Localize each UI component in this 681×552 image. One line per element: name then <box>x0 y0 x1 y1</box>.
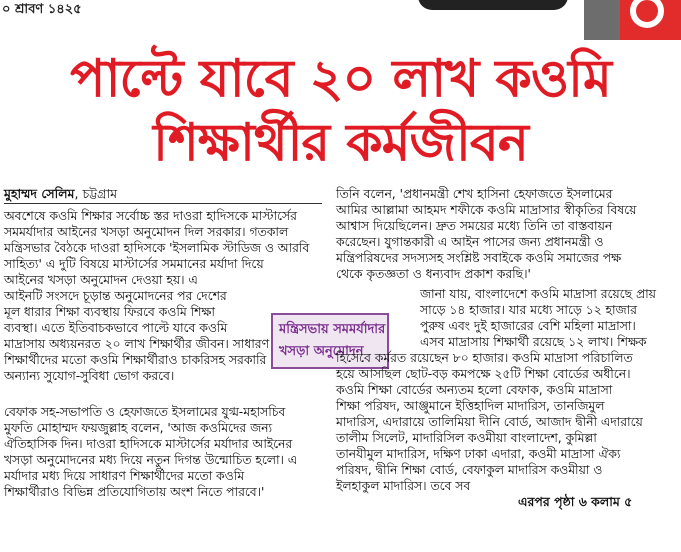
byline-rule <box>4 203 322 204</box>
right-line: আমির আল্লামা আহমদ শফীকে কওমি মাদ্রাসার স্বীকৃতির বিষয়ে <box>336 203 637 217</box>
right-line: জানা যায়, বাংলাদেশে কওমি মাদ্রাসা রয়েছে প্রায় <box>420 287 656 301</box>
headline-line-1: পাল্টে যাবে ২০ লাখ কওমি <box>70 49 611 109</box>
right-line: হয়ে আসছিল ছোট-বড় কমপক্ষে ২৫টি শিক্ষা বোর্ডের অধীনে। <box>336 367 631 381</box>
right-line: পুরুষ এবং দুই হাজারের বেশি মহিলা মাদ্রাসা। <box>420 319 636 333</box>
pull-quote-line-1: মন্ত্রিসভায় সমমর্যাদার <box>279 322 386 337</box>
left-line: ঐতিহাসিক দিন। দাওরা হাদিসকে মাস্টার্সের মর্যাদার আইনের <box>4 437 293 451</box>
right-line: এসব মাদ্রাসায় শিক্ষার্থী রয়েছে ১২ লাখ। শিক্ষক <box>420 335 647 349</box>
masthead-fragment <box>418 0 568 10</box>
byline-name: মুহাম্মদ সেলিম <box>4 186 75 201</box>
right-line: পরিষদ, দ্বীনি শিক্ষা বোর্ড, বেফাকুল মাদারিস কওমীয়া ও <box>336 463 603 477</box>
left-line: সমমর্যাদার আইনের খসড়া অনুমোদন দিল সরকার। গতকাল <box>4 225 289 239</box>
right-line: মাদারিস, এদারায়ে তালিমিয়া দীনি বোর্ড, আজাদ দ্বীনী এদারায়ে <box>336 415 643 429</box>
left-line: মুফতি মোহাম্মদ ফয়জুল্লাহ বলেন, 'আজ কওমিদের জন্য <box>4 421 273 435</box>
right-line: ইলহাকুল মাদারিস। তবে সব <box>336 479 471 493</box>
right-line: তিনি বলেন, 'প্রধানমন্ত্রী শেখ হাসিনা হেফাজতে ইসলামের <box>336 187 613 201</box>
left-line: অন্যান্য সুযোগ-সুবিধা ভোগ করবে। <box>4 369 175 383</box>
right-line: থেকে কৃতজ্ঞতা ও ধন্যবাদ প্রকাশ করছি।' <box>336 267 531 281</box>
left-line: আইনের খসড়া অনুমোদন দেওয়া হয়। এ <box>4 273 198 287</box>
left-line: সাহিত্য' এ দুটি বিষয়ে মাস্টার্সের সমমানের মর্যাদা দিয়ে <box>4 257 264 271</box>
left-line: শিক্ষার্থীরাও বিভিন্ন প্রতিযোগিতায় অংশ নিতে পারবে।' <box>4 485 265 499</box>
headline-line-2: শিক্ষার্থীর কর্মজীবন <box>153 113 528 173</box>
left-line: খসড়া অনুমোদনের মধ্য দিয়ে নতুন দিগন্ত উন্মোচিত হলো। এ <box>4 453 298 467</box>
left-line: মর্যাদার মধ্য দিয়ে সাধারণ শিক্ষার্থীদের মতো কওমি <box>4 469 245 483</box>
right-line: তানযীমুল মাদারিস, দক্ষিণ ঢাকা এদারা, কওমী মাদ্রাসা ঐক্য <box>336 447 621 461</box>
byline-location: , চট্টগ্রাম <box>74 186 118 201</box>
left-line: মূল ধারার শিক্ষা ব্যবস্থায় ফিরবে কওমি শিক্ষা <box>4 305 215 319</box>
right-line: আশ্বাস দিয়েছিলেন। দ্রুত সময়ের মধ্যে তিনি তা বাস্তবায়ন <box>336 219 613 233</box>
page-badge-grey-block <box>584 0 620 40</box>
left-line: আইনটি সংসদে চূড়ান্ত অনুমোদনের পর দেশের <box>4 289 227 303</box>
left-line: মাদ্রাসায় অধ্যয়নরত ২০ লাখ শিক্ষার্থীর জীবন। সাধারণ <box>4 337 270 351</box>
right-line: মন্ত্রিপরিষদের সদস্যসহ সংশ্লিষ্ট সবাইকে কওমি সমাজের পক্ষ <box>336 251 622 265</box>
left-line: বেফাক সহ-সভাপতি ও হেফাজতে ইসলামের যুগ্ম-মহাসচিব <box>4 405 286 419</box>
left-line: শিক্ষার্থীদের মতো কওমি শিক্ষার্থীরাও চাকরিসহ সরকারি <box>4 353 267 367</box>
right-line: শিক্ষা পরিষদ, আঞ্জুমানে ইত্তিহাদিল মাদারিস, তানজিমুল <box>336 399 605 413</box>
continuation-note: এরপর পৃষ্ঠা ৬ কলাম ৫ <box>518 494 633 509</box>
pull-quote-line-2: খসড়া অনুমোদন <box>279 344 364 359</box>
left-line: অবশেষে কওমি শিক্ষার সর্বোচ্চ স্তর দাওরা হাদিসকে মাস্টার্সের <box>4 209 297 223</box>
right-line: তালীম সিলেট, মাদারিসিল কওমীয়া বাংলাদেশ, কুমিল্লা <box>336 431 597 445</box>
top-strip <box>0 0 681 26</box>
right-line: হিসেবে কর্মরত রয়েছেন ৮০ হাজার। কওমি মাদ্রাসা পরিচালিত <box>336 351 633 365</box>
right-line: সাড়ে ১৪ হাজার। যার মধ্যে সাড়ে ১২ হাজার <box>420 303 637 317</box>
left-line: ব্যবস্থা। এতে ইতিবাচকভাবে পাল্টে যাবে কওমি <box>4 321 228 335</box>
right-line: কওমি শিক্ষা বোর্ডের অন্যতম হলো বেফাক, কওমি মাদ্রাসা <box>336 383 613 397</box>
left-line: মন্ত্রিসভার বৈঠকে দাওরা হাদিসকে 'ইসলামিক স্টাডিজ ও আরবি <box>4 241 310 255</box>
right-line: করেছেন। যুগান্তকারী এ আইন পাসের জন্য প্রধানমন্ত্রী ও <box>336 235 604 249</box>
issue-date: ০ শ্রাবণ ১৪২৫ <box>2 2 82 17</box>
